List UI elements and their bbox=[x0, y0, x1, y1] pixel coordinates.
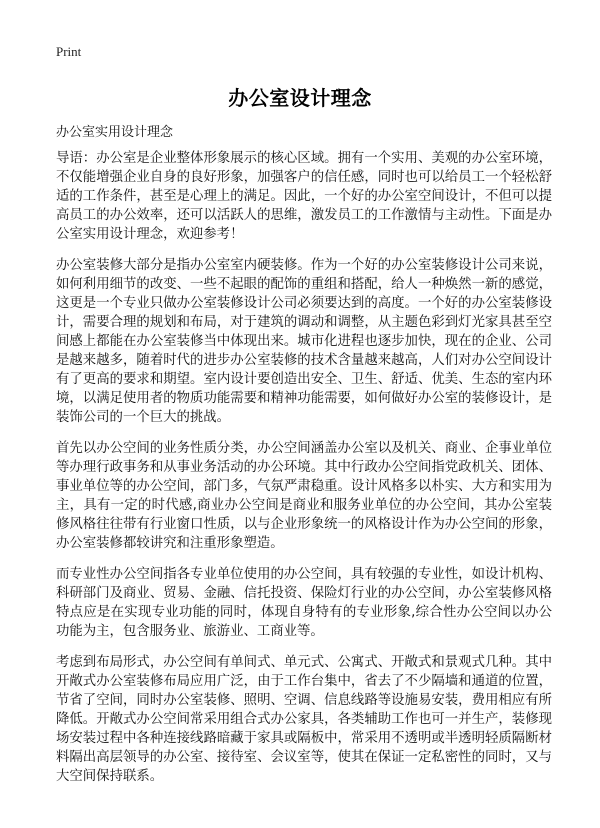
paragraph-professional-space: 而专业性办公空间指各专业单位使用的办公空间，具有较强的专业性，如设计机构、科研部门及商业、贸易、金融、信托投资、保险灯行业的办公空间，办公室装修风格特点应是在实现专业功能的同时，体现自身特有的专业形象,综合性办公空间以办公功能为主，包含服务业、旅游业、工商业等。 bbox=[56, 567, 552, 639]
article-body bbox=[56, 149, 552, 798]
print-label[interactable]: Print bbox=[56, 44, 82, 59]
paragraph-layout-forms: 考虑到布局形式，办公空间有单间式、单元式、公寓式、开敞式和景观式几种。其中开敞式办公室装修布局应用广泛，由于工作台集中，省去了不少隔墙和通道的位置，节省了空间，同时办公室装修、照明、空调、信息线路等设施易安装，费用相应有所降低。开敞式办公空间常采用组合式办公家具，各类辅助工作也可一并生产，装修现场安装过程中各种连接线路暗藏于家具或隔板中，常采用不透明或半透明轻质隔断材料隔出高层领导的办公室、接待室、会议室等，使其在保证一定私密性的同时，又与大空间保持联系。 bbox=[56, 655, 552, 784]
page-title: 办公室设计理念 bbox=[228, 86, 372, 110]
paragraph-decoration: 办公室装修大部分是指办公室室内硬装修。作为一个好的办公室装修设计公司来说，如何利用细节的改变、一些不起眼的配饰的重组和搭配，给人一种焕然一新的感觉，这更是一个专业只做办公室装修设计公司必须要达到的高度。一个好的办公室装修设计，需要合理的规划和布局，对于建筑的调动和调整，从主题色彩到灯光家具甚至空间感上都能在办公室装修当中体现出来。城市化进程也逐步加快，现在的企业、公司是越来越多，随着时代的进步办公室装修的技术含量越来越高，人们对办公空间设计有了更高的要求和期望。室内设计要创造出安全、卫生、舒适、优美、生态的室内环境，以满足使用者的物质功能需要和精神功能需要，如何做好办公室的装修设计，是装饰公司的一个巨大的挑战。 bbox=[56, 258, 552, 425]
paragraph-intro: 导语：办公室是企业整体形象展示的核心区域。拥有一个实用、美观的办公室环境，不仅能增强企业自身的良好形象，加强客户的信任感，同时也可以给员工一个轻松舒适的工作条件，甚至是心理上的满足。因此，一个好的办公室空间设计，不但可以提高员工的办公效率，还可以活跃人的思维，激发员工的工作激情与主动性。下面是办公室实用设计理念，欢迎参考！ bbox=[56, 151, 552, 242]
document-subtitle: 办公室实用设计理念 bbox=[56, 125, 174, 140]
paragraph-business-nature: 首先以办公空间的业务性质分类，办公空间涵盖办公室以及机关、商业、企事业单位等办理行政事务和从事业务活动的办公环境。其中行政办公空间指党政机关、团体、事业单位等的办公空间，部门多，气氛严肃稳重。设计风格多以朴实、大方和实用为主，具有一定的时代感,商业办公空间是商业和服务业单位的办公空间，其办公室装修风格往往带有行业窗口性质，以与企业形象统一的风格设计作为办公空间的形象，办公室装修都较讲究和注重形象塑造。 bbox=[56, 441, 552, 551]
